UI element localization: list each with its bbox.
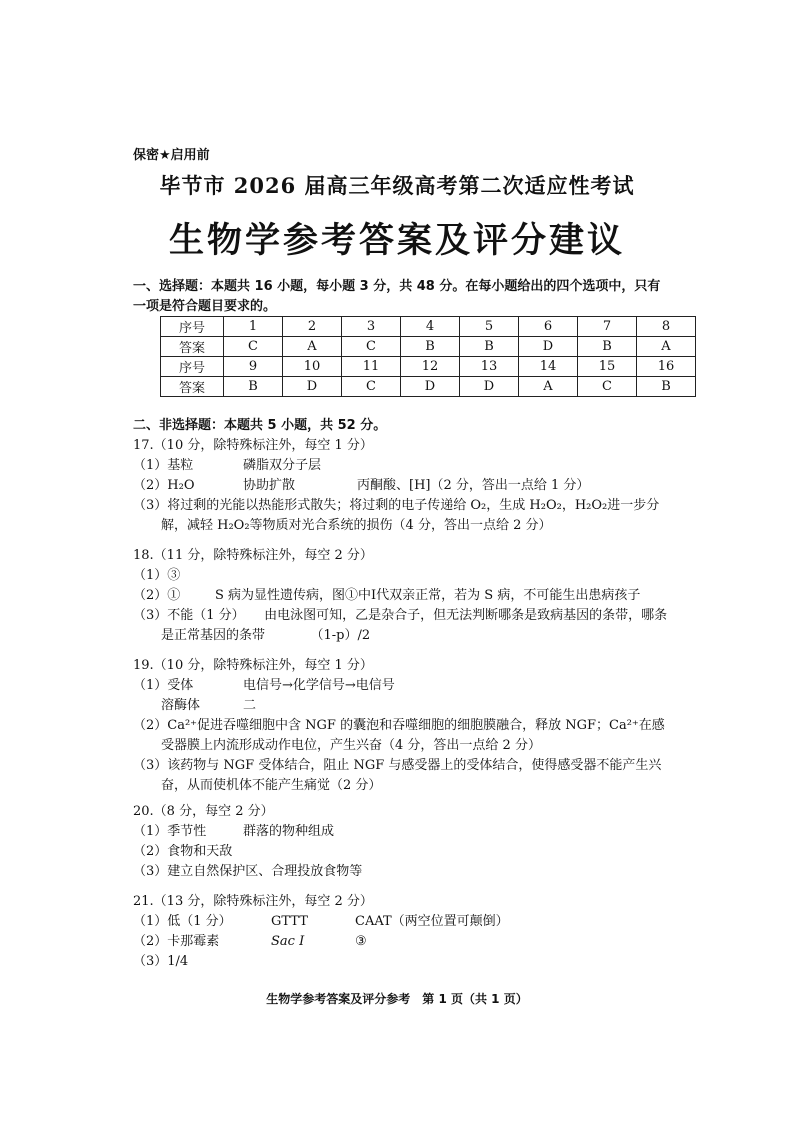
- answer-cell: C: [342, 337, 401, 357]
- answer-text: （1）基粒: [133, 458, 194, 473]
- answer-cell: D: [401, 377, 460, 397]
- question-header: 20.（8 分，每空 2 分）: [133, 804, 274, 819]
- answer-text: CAAT（两空位置可颠倒）: [355, 914, 509, 929]
- confidential-mark: 保密★启用前: [133, 148, 210, 163]
- answer-line: [133, 696, 668, 716]
- question-header: 18.（11 分，除特殊标注外，每空 2 分）: [133, 548, 373, 563]
- section1-heading: 一、选择题：本题共 16 小题，每小题 3 分，共 48 分。在每小题给出的四个选项中，只有一项是符合题目要求的。: [133, 279, 661, 314]
- answer-line: [133, 932, 668, 952]
- answer-line: （3）将过剩的光能以热能形式散失；将过剩的电子传递给 O₂，生成 H₂O₂，H₂O₂进一步分解，减轻 H₂O₂等物质对光合系统的损伤（4 分，答出一点给 2 分）: [133, 498, 660, 533]
- answer-text: （1）受体: [133, 678, 194, 693]
- answer-cell: D: [283, 377, 342, 397]
- answer-cell: B: [578, 337, 637, 357]
- answer-line: （2）食物和天敌: [133, 844, 233, 859]
- answer-line: （3）该药物与 NGF 受体结合，阻止 NGF 与感受器上的受体结合，使得感受器不能产生兴奋，从而使机体不能产生痛觉（2 分）: [133, 758, 662, 793]
- answer-text: 协助扩散: [243, 478, 296, 493]
- answer-cell: B: [224, 377, 283, 397]
- question-18: [133, 546, 668, 646]
- question-number: 12: [401, 357, 460, 377]
- exam-title: 毕节市 2026 届高三年级高考第二次适应性考试: [159, 173, 635, 198]
- answer-cell: B: [637, 377, 696, 397]
- question-number: 4: [401, 317, 460, 337]
- table-row: [161, 357, 696, 377]
- answer-text: （1）低（1 分）: [133, 914, 232, 929]
- answer-line: [133, 456, 668, 476]
- answer-text: （2）H₂O: [133, 478, 195, 493]
- answer-line: [133, 822, 668, 842]
- answer-line: （3）建立自然保护区、合理投放食物等: [133, 864, 363, 879]
- answer-line: （3）不能（1 分） 由电泳图可知，乙是杂合子，但无法判断哪条是致病基因的条带，哪条是正常基因的条带 （1-p）/2: [133, 608, 668, 643]
- answer-cell: C: [342, 377, 401, 397]
- answer-cell: A: [519, 377, 578, 397]
- answer-text: （2）①: [133, 588, 181, 603]
- question-number: 8: [637, 317, 696, 337]
- answer-text: 丙酮酸、[H]（2 分，答出一点给 1 分）: [357, 478, 590, 493]
- answer-cell: C: [224, 337, 283, 357]
- question-19: [133, 656, 668, 796]
- answer-line: （2）Ca²⁺促进吞噬细胞中含 NGF 的囊泡和吞噬细胞的细胞膜融合，释放 NGF；Ca²⁺在感受器膜上内流形成动作电位，产生兴奋（4 分，答出一点给 2 分）: [133, 718, 665, 753]
- table-row: [161, 377, 696, 397]
- table-row: [161, 337, 696, 357]
- answer-text: S 病为显性遗传病，图①中Ⅰ代双亲正常，若为 S 病，不可能生出患病孩子: [215, 588, 641, 603]
- answer-line: [133, 912, 668, 932]
- answer-line: [133, 476, 668, 496]
- answer-line: [133, 676, 668, 696]
- answer-text: ③: [355, 934, 367, 949]
- row-label: 答案: [161, 337, 224, 357]
- question-number: 3: [342, 317, 401, 337]
- question-header: 19.（10 分，除特殊标注外，每空 1 分）: [133, 658, 373, 673]
- question-header: 17.（10 分，除特殊标注外，每空 1 分）: [133, 438, 373, 453]
- answer-line: （1）③: [133, 568, 181, 583]
- row-label: 答案: [161, 377, 224, 397]
- answer-cell: D: [460, 377, 519, 397]
- answer-table: [160, 316, 696, 397]
- answer-cell: D: [519, 337, 578, 357]
- section2-heading: 二、非选择题：本题共 5 小题，共 52 分。: [133, 418, 387, 433]
- question-17: [133, 436, 668, 536]
- question-number: 5: [460, 317, 519, 337]
- answer-text: 溶酶体: [161, 698, 201, 713]
- question-number: 10: [283, 357, 342, 377]
- question-number: 7: [578, 317, 637, 337]
- answer-cell: A: [637, 337, 696, 357]
- question-number: 15: [578, 357, 637, 377]
- question-number: 13: [460, 357, 519, 377]
- answer-text: （1）季节性: [133, 824, 207, 839]
- question-20: [133, 802, 668, 882]
- answer-text: GTTT: [271, 914, 308, 929]
- answer-text: 电信号→化学信号→电信号: [243, 678, 395, 693]
- question-21: [133, 892, 668, 972]
- answer-text: 磷脂双分子层: [243, 458, 322, 473]
- table-row: [161, 317, 696, 337]
- answer-cell: B: [401, 337, 460, 357]
- page-footer: 生物学参考答案及评分参考 第 1 页（共 1 页）: [266, 992, 528, 1006]
- answer-text: Sac Ⅰ: [271, 934, 305, 949]
- question-number: 6: [519, 317, 578, 337]
- answer-cell: C: [578, 377, 637, 397]
- question-number: 2: [283, 317, 342, 337]
- answer-text: （2）卡那霉素: [133, 934, 220, 949]
- document-title: 生物学参考答案及评分建议: [168, 220, 625, 261]
- question-number: 9: [224, 357, 283, 377]
- answer-line: [133, 586, 668, 606]
- row-label: 序号: [161, 317, 224, 337]
- answer-text: 群落的物种组成: [243, 824, 335, 839]
- question-number: 16: [637, 357, 696, 377]
- answer-cell: B: [460, 337, 519, 357]
- answer-cell: A: [283, 337, 342, 357]
- answer-text: 二: [243, 698, 257, 713]
- question-number: 1: [224, 317, 283, 337]
- question-number: 14: [519, 357, 578, 377]
- answer-line: （3）1/4: [133, 954, 189, 969]
- row-label: 序号: [161, 357, 224, 377]
- question-header: 21.（13 分，除特殊标注外，每空 2 分）: [133, 894, 373, 909]
- question-number: 11: [342, 357, 401, 377]
